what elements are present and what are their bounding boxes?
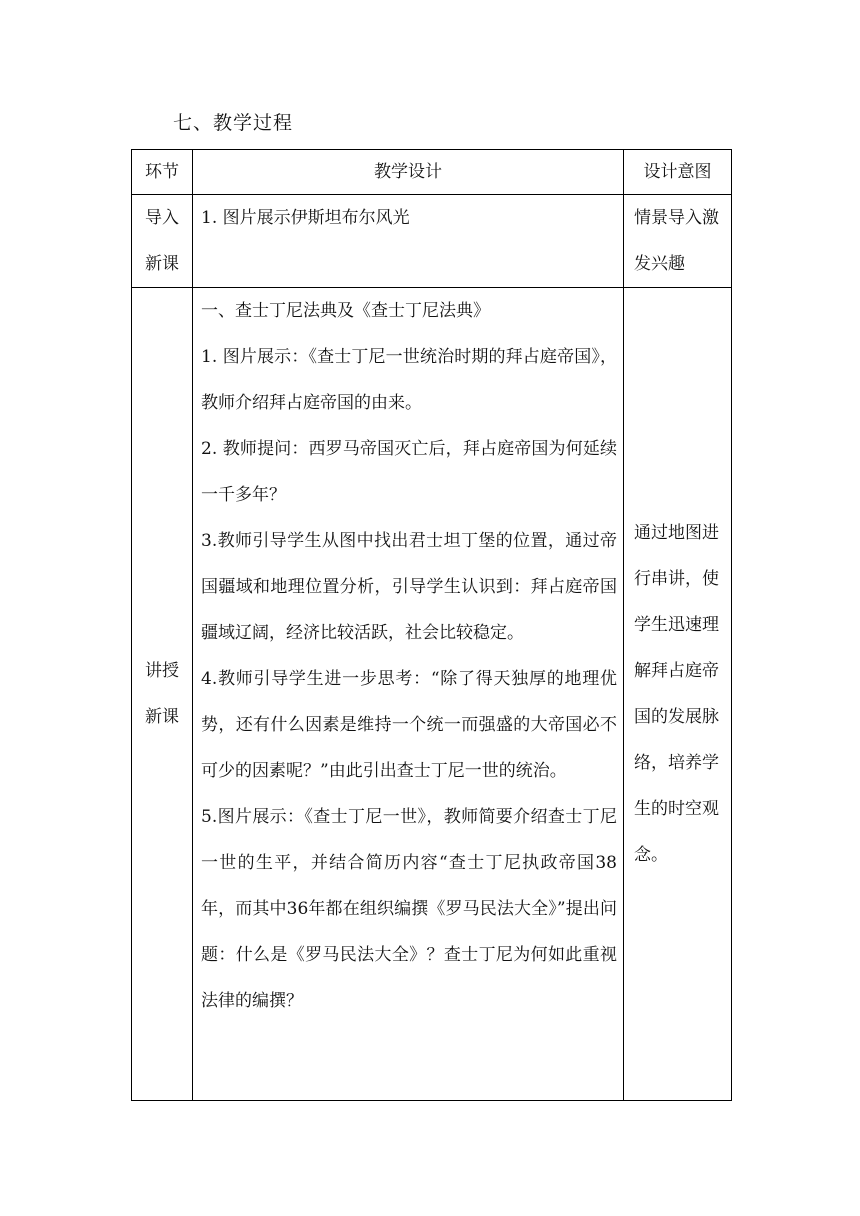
header-stage: 环节 — [145, 162, 179, 182]
design-paragraph: 一、查士丁尼法典及《查士丁尼法典》 — [201, 301, 490, 321]
stage-cell — [132, 288, 193, 1101]
header-design: 教学设计 — [374, 162, 442, 182]
intent-text: 情景导入激发兴趣 — [634, 208, 719, 274]
stage-cell — [132, 195, 193, 288]
teaching-process-table — [131, 149, 732, 1101]
header-intent-cell — [624, 150, 732, 195]
design-cell — [193, 195, 624, 288]
header-stage-cell — [132, 150, 193, 195]
table-row — [132, 288, 732, 1101]
section-heading: 七、教学过程 — [173, 112, 294, 134]
design-paragraph: 1. 图片展示伊斯坦布尔风光 — [201, 208, 410, 228]
header-design-cell — [193, 150, 624, 195]
table-header-row — [132, 150, 732, 195]
design-cell — [193, 288, 624, 1101]
table-row — [132, 195, 732, 288]
intent-text: 通过地图进行串讲，使学生迅速理解拜占庭帝国的发展脉络，培养学生的时空观念。 — [634, 523, 719, 865]
header-intent: 设计意图 — [643, 162, 712, 182]
design-paragraph: 2. 教师提问：西罗马帝国灭亡后，拜占庭帝国为何延续一千多年？ — [201, 439, 617, 505]
design-paragraph: 3.教师引导学生从图中找出君士坦丁堡的位置，通过帝国疆域和地理位置分析，引导学生认识到：拜占庭帝国疆域辽阔，经济比较活跃，社会比较稳定。 — [201, 531, 617, 643]
design-paragraph: 1. 图片展示：《查士丁尼一世统治时期的拜占庭帝国》，教师介绍拜占庭帝国的由来。 — [201, 347, 617, 413]
intent-cell — [624, 195, 732, 288]
design-paragraph: 5.图片展示：《查士丁尼一世》，教师简要介绍查士丁尼一世的生平，并结合简历内容“查士丁尼执政帝国38年，而其中36年都在组织编撰《罗马民法大全》”提出问题：什么是《罗马民法大全》？查士丁尼为何如此重视法律的编撰？ — [201, 807, 617, 1011]
stage-label: 导入新课 — [145, 208, 179, 274]
design-paragraph: 4.教师引导学生进一步思考：“除了得天独厚的地理优势，还有什么因素是维持一个统一而强盛的大帝国必不可少的因素呢？”由此引出查士丁尼一世的统治。 — [201, 669, 617, 781]
intent-cell — [624, 288, 732, 1101]
stage-label: 讲授新课 — [145, 661, 179, 727]
